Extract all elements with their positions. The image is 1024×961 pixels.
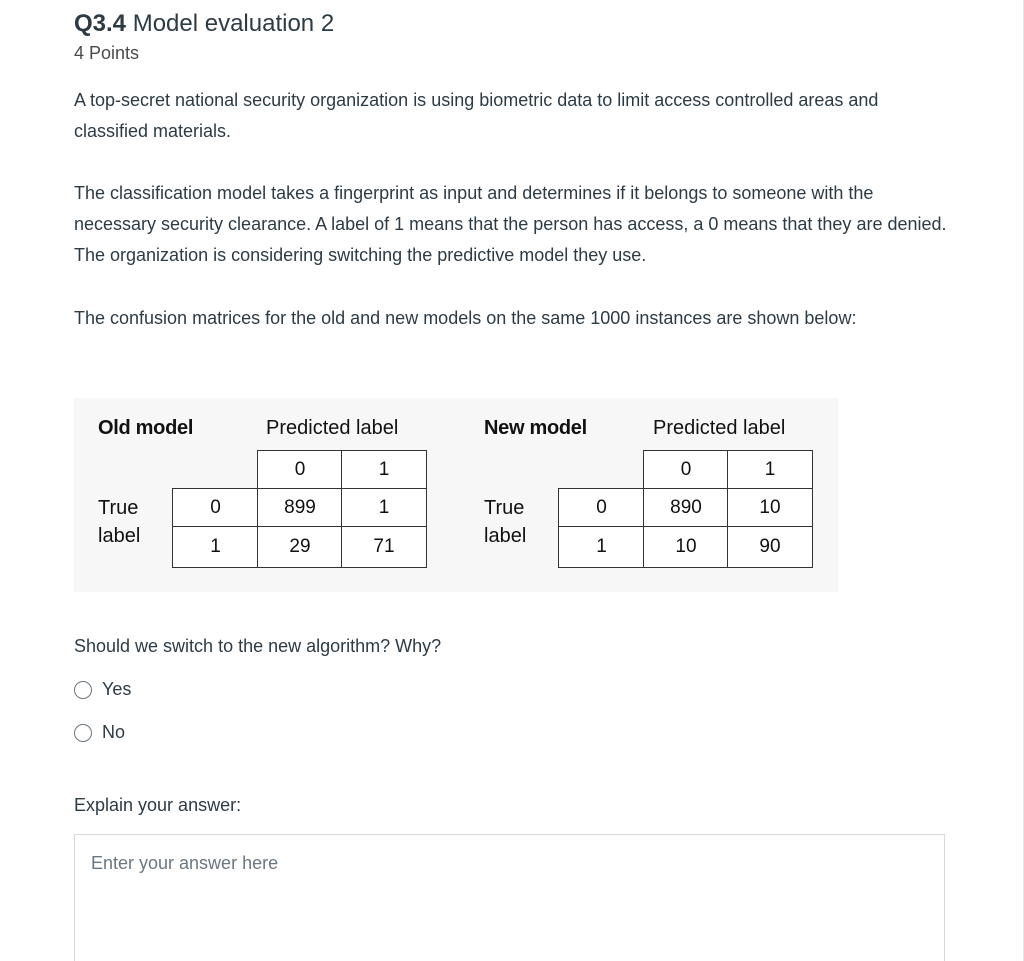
old-true-label: [98, 494, 140, 550]
option-yes[interactable]: [74, 679, 131, 700]
radio-circle-icon[interactable]: [74, 724, 92, 742]
option-yes-label[interactable]: Yes: [102, 679, 132, 699]
old-col-header-1: 1: [341, 450, 427, 490]
confusion-matrices-figure: [74, 398, 838, 592]
new-cell-fn: 10: [643, 526, 729, 568]
old-row-header-1: 1: [172, 526, 259, 568]
answer-textarea[interactable]: [74, 834, 945, 961]
old-model-title: Old model: [98, 417, 194, 439]
old-cell-tn: 899: [257, 488, 343, 528]
question-title: [74, 10, 334, 38]
old-true-label-line1: True: [98, 497, 139, 519]
new-predicted-label: Predicted label: [653, 417, 786, 439]
new-row-header-0: 0: [558, 488, 645, 528]
new-col-header-0: 0: [643, 450, 729, 490]
old-cell-fp: 1: [341, 488, 427, 528]
question-points: 4 Points: [74, 43, 140, 63]
new-model-title: New model: [484, 417, 587, 439]
new-cell-fp: 10: [727, 488, 813, 528]
option-no-label[interactable]: No: [102, 722, 126, 742]
new-col-header-1: 1: [727, 450, 813, 490]
old-row-header-0: 0: [172, 488, 259, 528]
new-row-header-1: 1: [558, 526, 645, 568]
new-true-label: [484, 494, 526, 550]
new-cell-tp: 90: [727, 526, 813, 568]
explain-label: Explain your answer:: [74, 795, 242, 815]
old-predicted-label: Predicted label: [266, 417, 399, 439]
option-no[interactable]: [74, 722, 125, 743]
question-name: Model evaluation 2: [132, 10, 335, 37]
radio-circle-icon[interactable]: [74, 681, 92, 699]
paragraph-matrices: The confusion matrices for the old and new models on the same 1000 instances are shown below:: [74, 308, 857, 328]
paragraph-model: The classification model takes a fingerprint as input and determines if it belongs to someone with the necessary security clearance. A label of 1 means that the person has access, a 0 means that they are denied. The organization is considering switching the predictive model they use.: [74, 183, 947, 265]
question-number: Q3.4: [74, 10, 127, 37]
switch-question: Should we switch to the new algorithm? Why?: [74, 636, 442, 656]
old-true-label-line2: label: [98, 525, 141, 547]
new-cell-tn: 890: [643, 488, 729, 528]
new-true-label-line2: label: [484, 525, 527, 547]
old-cell-fn: 29: [257, 526, 343, 568]
old-cell-tp: 71: [341, 526, 427, 568]
old-col-header-0: 0: [257, 450, 343, 490]
paragraph-intro: A top-secret national security organization is using biometric data to limit access controlled areas and classified materials.: [74, 90, 879, 141]
new-true-label-line1: True: [484, 497, 525, 519]
